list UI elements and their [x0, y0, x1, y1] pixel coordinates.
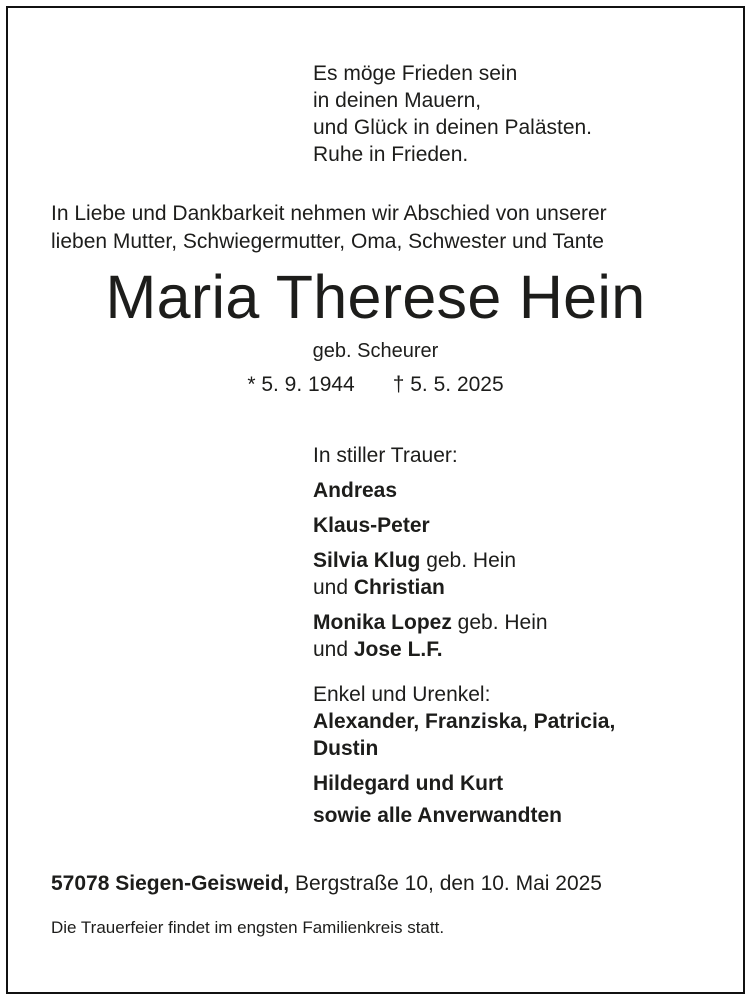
mourners-list — [313, 442, 615, 829]
mourner-hildegard: Hildegard und Kurt — [313, 772, 504, 795]
birth-date: * 5. 9. 1944 — [247, 373, 355, 396]
deceased-name: Maria Therese Hein — [105, 263, 646, 331]
birth-name: geb. Scheurer — [312, 340, 439, 362]
mourner-suffix: geb. Hein — [451, 611, 548, 634]
mourner-and: und — [313, 638, 354, 661]
mourner-suffix: geb. Hein — [420, 549, 517, 572]
grandchildren-heading: Enkel und Urenkel: — [313, 683, 491, 706]
intro-line: lieben Mutter, Schwiegermutter, Oma, Schwester und Tante — [51, 230, 604, 253]
mourners-heading: In stiller Trauer: — [313, 444, 458, 467]
grandchildren-line: Dustin — [313, 737, 379, 760]
mourner-relatives: sowie alle Anverwandten — [313, 804, 562, 827]
funeral-note: Die Trauerfeier findet im engsten Familienkreis statt. — [51, 918, 445, 937]
address-rest: Bergstraße 10, den 10. Mai 2025 — [289, 872, 602, 895]
mourner-and: und — [313, 576, 354, 599]
farewell-intro — [51, 200, 607, 256]
mourner-name: Monika Lopez — [313, 611, 452, 634]
grandchildren-line: Alexander, Franziska, Patricia, — [313, 710, 616, 733]
mourner-partner: Jose L.F. — [353, 638, 443, 661]
death-date: † 5. 5. 2025 — [392, 373, 504, 396]
grandchildren-names — [313, 708, 615, 762]
quote-line: in deinen Mauern, — [313, 89, 482, 112]
family-address — [51, 872, 602, 896]
mourner-monika — [313, 609, 615, 663]
address-place: 57078 Siegen-Geisweid, — [51, 872, 290, 895]
life-dates — [0, 373, 751, 397]
mourner-silvia — [313, 547, 615, 601]
intro-line: In Liebe und Dankbarkeit nehmen wir Abschied von unserer — [51, 202, 607, 225]
mourner-name: Silvia Klug — [313, 549, 421, 572]
quote-line: Ruhe in Frieden. — [313, 143, 469, 166]
mourner-partner: Christian — [353, 576, 445, 599]
quote-line: und Glück in deinen Palästen. — [313, 116, 593, 139]
mourner-klaus-peter: Klaus-Peter — [313, 514, 430, 537]
quote-line: Es möge Frieden sein — [313, 62, 518, 85]
mourner-andreas: Andreas — [313, 479, 398, 502]
memorial-quote — [313, 60, 592, 168]
